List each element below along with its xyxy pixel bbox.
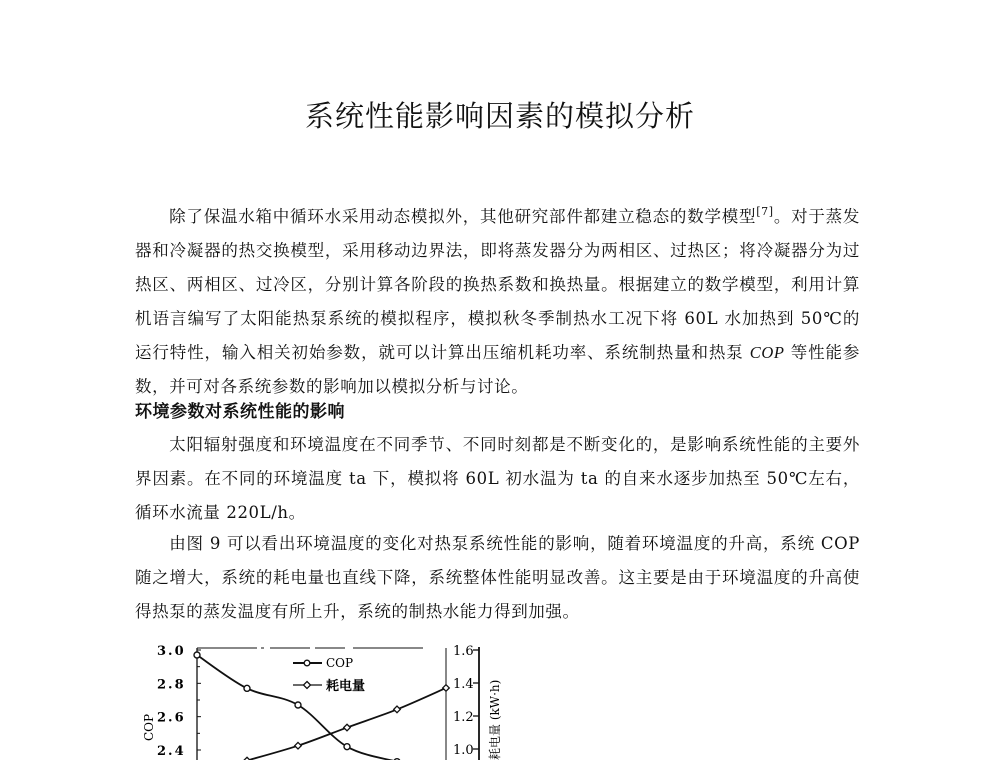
- circle-marker-icon: [194, 652, 200, 658]
- circle-marker-icon: [344, 744, 350, 750]
- right-tick-label: 1.0: [453, 743, 474, 758]
- diamond-marker-icon: [394, 706, 401, 713]
- right-tick-label: 1.2: [453, 710, 474, 725]
- left-axis-ticks: [157, 644, 201, 759]
- paragraph-environment: [135, 428, 860, 530]
- left-tick-label: 3.0: [157, 644, 186, 659]
- left-tick-label: 2.6: [157, 710, 186, 726]
- paragraph-text: 太阳辐射强度和环境温度在不同季节、不同时刻都是不断变化的，是影响系统性能的主要外界因素。在不同的环境温度 ta 下，模拟将 60L 初水温为 ta 的自来水逐步加热至 50℃左右，循环水流量 220L/h。: [135, 435, 860, 522]
- right-axis-label: 耗电量 (kW·h): [488, 679, 502, 760]
- right-tick-label: 1.4: [453, 677, 474, 692]
- right-tick-label: 1.6: [453, 644, 474, 659]
- diamond-marker-icon: [295, 742, 302, 749]
- chart-series: [194, 652, 449, 760]
- diamond-marker-icon: [443, 685, 450, 692]
- paragraph-text: 。对于蒸发器和冷凝器的热交换模型，采用移动边界法，即将蒸发器分为两相区、过热区；将冷凝器分为过热区、两相区、过冷区，分别计算各阶段的换热系数和换热量。根据建立的数学模型，利用计算机语言编写了太阳能热泵系统的模拟程序，模拟秋冬季制热水工况下将 60L 水加热到 50℃的运行特性，输入相关初始参数，就可以计算出压缩机耗功率、系统制热量和热泵: [135, 207, 860, 362]
- left-tick-label: 2.8: [157, 677, 186, 693]
- legend-diamond-icon: [304, 682, 311, 689]
- legend-label-cop: COP: [326, 656, 354, 670]
- right-axis-ticks: [453, 644, 479, 758]
- circle-marker-icon: [244, 685, 250, 691]
- diamond-marker-icon: [344, 724, 351, 731]
- left-tick-label: 2.4: [157, 744, 186, 759]
- paragraph-text: 由图 9 可以看出环境温度的变化对热泵系统性能的影响，随着环境温度的升高，系统 COP 随之增大，系统的耗电量也直线下降，系统整体性能明显改善。这主要是由于环境温度的升高使得热泵的蒸发温度有所上升，系统的制热水能力得到加强。: [135, 534, 860, 621]
- page-title: 系统性能影响因素的模拟分析: [304, 99, 695, 133]
- paragraph-figure-discussion: [135, 527, 860, 629]
- italic-term: COP: [749, 343, 785, 362]
- legend-circle-icon: [304, 660, 310, 666]
- legend: [293, 656, 365, 694]
- citation-ref[interactable]: [7]: [756, 205, 774, 218]
- paragraph-text: 等性能参数，并可对各系统参数的影响加以模拟分析与讨论。: [135, 343, 860, 396]
- figure-9-chart: [130, 636, 530, 760]
- legend-label-power: 耗电量: [326, 679, 366, 694]
- section-heading: 环境参数对系统性能的影响: [135, 402, 345, 422]
- chart-svg: [130, 636, 530, 760]
- paragraph-intro: [135, 200, 860, 404]
- paragraph-text: 除了保温水箱中循环水采用动态模拟外，其他研究部件都建立稳态的数学模型: [169, 207, 757, 226]
- left-axis-label: COP: [142, 713, 156, 741]
- circle-marker-icon: [295, 702, 301, 708]
